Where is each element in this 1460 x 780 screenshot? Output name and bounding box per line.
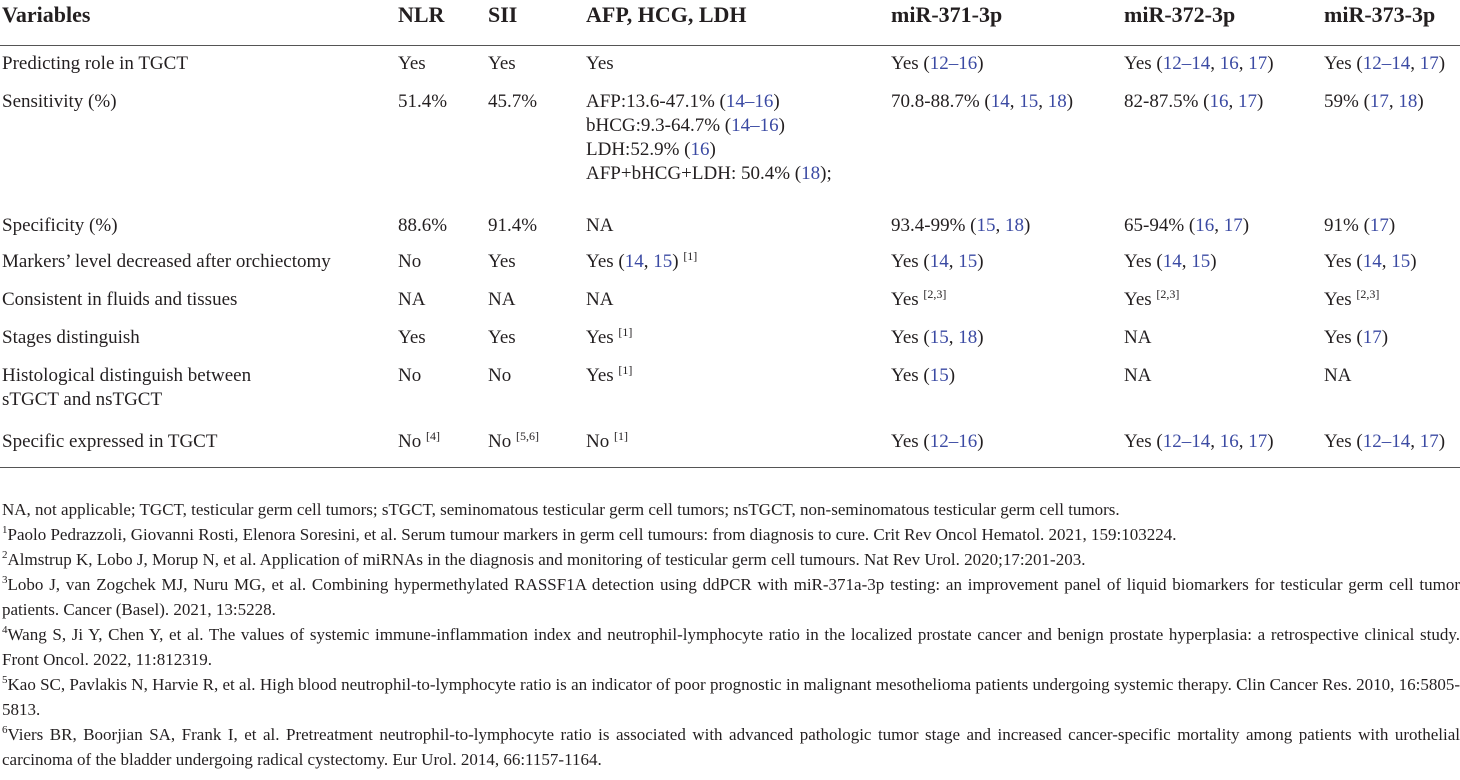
row-label-line: sTGCT and nsTGCT	[2, 388, 163, 410]
citation-link[interactable]: 15	[1391, 250, 1411, 272]
column-header: SII	[488, 2, 518, 27]
table-row	[0, 424, 1460, 468]
citation-link[interactable]: 14	[929, 250, 949, 272]
footnote	[2, 572, 1460, 622]
footnotes	[0, 497, 1460, 772]
footnote-ref: [1]	[683, 248, 698, 263]
citation-link[interactable]: 12–14	[1162, 430, 1211, 452]
afp-hcg-ldh-cell: Yes [1]	[586, 362, 633, 386]
footnote	[2, 622, 1460, 672]
nlr-cell: No	[398, 364, 422, 386]
mir-373-cell: Yes [2,3]	[1324, 286, 1380, 310]
footnote	[2, 497, 1460, 522]
mir-371-cell: Yes [2,3]	[891, 286, 947, 310]
footnote-number: 4	[2, 624, 8, 636]
citation-link[interactable]: 17	[1223, 214, 1243, 236]
citation-link[interactable]: 17	[1237, 90, 1257, 112]
nlr-cell: NA	[398, 288, 426, 310]
citation-link[interactable]: 15	[929, 326, 949, 348]
afp-hcg-ldh-cell	[586, 84, 891, 208]
sii-cell: 91.4%	[488, 214, 538, 236]
mir-372-cell: NA	[1124, 364, 1152, 386]
citation-link[interactable]: 15	[1019, 90, 1039, 112]
afp-hcg-ldh-cell: No [1]	[586, 428, 628, 452]
citation-link[interactable]: 17	[1248, 53, 1268, 74]
mir-373-cell: Yes (12–14, 17)	[1324, 53, 1446, 74]
row-label: Specificity (%)	[2, 214, 118, 236]
afp-hcg-ldh-cell: NA	[586, 288, 614, 310]
citation-link[interactable]: 15	[653, 250, 673, 272]
citation-link[interactable]: 18	[1047, 90, 1067, 112]
mir-371-cell: Yes (14, 15)	[891, 250, 984, 272]
sii-cell: NA	[488, 288, 516, 310]
footnote	[2, 522, 1460, 547]
cell-line: AFP+bHCG+LDH: 50.4% (18);	[586, 162, 832, 184]
footnote-number: 1	[2, 524, 8, 536]
citation-link[interactable]: 12–14	[1362, 53, 1411, 74]
row-label: Markers’ level decreased after orchiectomy	[2, 250, 331, 272]
column-header: Variables	[2, 2, 91, 27]
nlr-cell: Yes	[398, 326, 426, 348]
row-label	[0, 358, 398, 424]
table-row	[0, 208, 1460, 244]
footnote-ref: [2,3]	[1156, 286, 1180, 301]
mir-371-cell: Yes (12–16)	[891, 53, 984, 74]
mir-373-cell: 59% (17, 18)	[1324, 90, 1424, 112]
table-row	[0, 46, 1460, 84]
nlr-cell: No	[398, 250, 422, 272]
citation-link[interactable]: 14	[990, 90, 1010, 112]
mir-371-cell: Yes (12–16)	[891, 430, 984, 452]
citation-link[interactable]: 18	[1004, 214, 1024, 236]
column-header: miR-373-3p	[1324, 2, 1436, 27]
citation-link[interactable]: 14	[1162, 250, 1182, 272]
citation-link[interactable]: 16	[1209, 90, 1229, 112]
row-label: Sensitivity (%)	[2, 90, 117, 112]
citation-link[interactable]: 17	[1362, 326, 1382, 348]
cell-line: bHCG:9.3-64.7% (14–16)	[586, 114, 785, 136]
table-row	[0, 358, 1460, 424]
row-label: Predicting role in TGCT	[2, 53, 188, 74]
citation-link[interactable]: 18	[1398, 90, 1418, 112]
nlr-cell: 88.6%	[398, 214, 448, 236]
footnote-number: 6	[2, 724, 8, 736]
citation-link[interactable]: 17	[1369, 90, 1389, 112]
mir-372-cell: Yes [2,3]	[1124, 286, 1180, 310]
column-header: NLR	[398, 2, 445, 27]
mir-371-cell: 93.4-99% (15, 18)	[891, 214, 1031, 236]
sii-cell: Yes	[488, 250, 516, 272]
citation-link[interactable]: 18	[958, 326, 978, 348]
citation-link[interactable]: 12–14	[1362, 430, 1411, 452]
afp-hcg-ldh-cell: Yes [1]	[586, 324, 633, 348]
footnote	[2, 672, 1460, 722]
row-label: Stages distinguish	[2, 326, 140, 348]
mir-372-cell: 82-87.5% (16, 17)	[1124, 90, 1264, 112]
table-row	[0, 282, 1460, 320]
table-row	[0, 244, 1460, 282]
footnote-ref: [2,3]	[923, 286, 947, 301]
citation-link[interactable]: 15	[929, 364, 949, 386]
citation-link[interactable]: 14	[1362, 250, 1382, 272]
footnote-text: Kao SC, Pavlakis N, Harvie R, et al. High blood neutrophil-to-lymphocyte ratio is an indicator of poor prognostic in malignant mesothelioma patients undergoing systemic therapy. Clin Cancer Res. 2010, 16:5805-5813.	[2, 675, 1460, 719]
footnote-text: Paolo Pedrazzoli, Giovanni Rosti, Elenora Soresini, et al. Serum tumour markers in germ cell tumours: from diagnosis to cure. Crit Rev Oncol Hematol. 2021, 159:103224.	[7, 525, 1177, 544]
citation-link[interactable]: 16	[1195, 214, 1215, 236]
footnote-ref: [1]	[618, 362, 633, 377]
nlr-cell: Yes	[398, 53, 426, 74]
footnote-ref: [1]	[613, 428, 628, 443]
row-label-line: Histological distinguish between	[2, 364, 252, 386]
mir-373-cell: Yes (17)	[1324, 326, 1389, 348]
sii-cell: 45.7%	[488, 90, 538, 112]
mir-372-cell: Yes (12–14, 16, 17)	[1124, 53, 1274, 74]
mir-372-cell: 65-94% (16, 17)	[1124, 214, 1250, 236]
sii-cell: No	[488, 364, 512, 386]
citation-link[interactable]: 12–16	[929, 53, 978, 74]
mir-372-cell: NA	[1124, 326, 1152, 348]
citation-link[interactable]: 17	[1248, 430, 1268, 452]
citation-link[interactable]: 17	[1369, 214, 1389, 236]
mir-371-cell: Yes (15)	[891, 364, 956, 386]
nlr-cell: No [4]	[398, 428, 440, 452]
cell-line: AFP:13.6-47.1% (14–16)	[586, 90, 780, 112]
header-row	[0, 0, 1460, 46]
row-label: Specific expressed in TGCT	[2, 430, 218, 452]
cell-line: LDH:52.9% (16)	[586, 138, 716, 160]
citation-link[interactable]: 14	[624, 250, 644, 272]
afp-hcg-ldh-cell: Yes	[586, 53, 614, 74]
afp-hcg-ldh-cell: Yes (14, 15) [1]	[586, 248, 698, 272]
column-header: miR-372-3p	[1124, 2, 1236, 27]
footnote	[2, 547, 1460, 572]
footnote-text: Wang S, Ji Y, Chen Y, et al. The values of systemic immune-inflammation index and neutrophil-lymphocyte ratio in the localized prostate cancer and benign prostate hyperplasia: a retrospective clinical study. Front Oncol. 2022, 11:812319.	[2, 625, 1460, 669]
footnote-number: 2	[2, 549, 8, 561]
mir-372-cell: Yes (14, 15)	[1124, 250, 1217, 272]
citation-link[interactable]: 16	[1219, 430, 1239, 452]
footnote	[2, 722, 1460, 772]
footnote-ref: [4]	[425, 428, 440, 443]
footnote-text: Almstrup K, Lobo J, Morup N, et al. Application of miRNAs in the diagnosis and monitoring of testicular germ cell tumours. Nat Rev Urol. 2020;17:201-203.	[7, 550, 1086, 569]
mir-373-cell: 91% (17)	[1324, 214, 1396, 236]
footnote-ref: [1]	[618, 324, 633, 339]
citation-link[interactable]: 12–16	[929, 430, 978, 452]
citation-link[interactable]: 15	[958, 250, 978, 272]
citation-link[interactable]: 15	[976, 214, 996, 236]
footnote-text: Lobo J, van Zogchek MJ, Nuru MG, et al. Combining hypermethylated RASSF1A detection using ddPCR with miR-371a-3p testing: an improvement panel of liquid biomarkers for testicular germ cell tumor patients. Cancer (Basel). 2021, 13:5228.	[2, 575, 1460, 619]
citation-link[interactable]: 16	[690, 138, 710, 160]
table-body	[0, 46, 1460, 468]
citation-link[interactable]: 14–16	[731, 114, 779, 136]
nlr-cell: 51.4%	[398, 90, 448, 112]
citation-link[interactable]: 18	[801, 162, 821, 184]
citation-link[interactable]: 12–14	[1162, 53, 1211, 74]
citation-link[interactable]: 17	[1419, 430, 1439, 452]
afp-hcg-ldh-cell: NA	[586, 214, 614, 236]
citation-link[interactable]: 14–16	[725, 90, 774, 112]
mir-373-cell: NA	[1324, 364, 1352, 386]
row-label: Consistent in fluids and tissues	[2, 288, 238, 310]
column-header: AFP, HCG, LDH	[586, 2, 747, 27]
footnote-ref: [2,3]	[1356, 286, 1380, 301]
mir-371-cell: 70.8-88.7% (14, 15, 18)	[891, 90, 1074, 112]
column-header: miR-371-3p	[891, 2, 1003, 27]
citation-link[interactable]: 17	[1419, 53, 1439, 74]
mir-373-cell: Yes (14, 15)	[1324, 250, 1417, 272]
footnote-number: 3	[2, 574, 8, 586]
citation-link[interactable]: 16	[1219, 53, 1239, 74]
footnote-text: NA, not applicable; TGCT, testicular germ cell tumors; sTGCT, seminomatous testicular germ cell tumors; nsTGCT, non-seminomatous testicular germ cell tumors.	[2, 500, 1120, 519]
mir-373-cell: Yes (12–14, 17)	[1324, 430, 1446, 452]
table-row	[0, 84, 1460, 208]
footnote-ref: [5,6]	[515, 428, 539, 443]
mir-371-cell: Yes (15, 18)	[891, 326, 984, 348]
sii-cell: Yes	[488, 53, 516, 74]
mir-372-cell: Yes (12–14, 16, 17)	[1124, 430, 1274, 452]
citation-link[interactable]: 15	[1191, 250, 1211, 272]
sii-cell: Yes	[488, 326, 516, 348]
footnote-number: 5	[2, 674, 8, 686]
sii-cell: No [5,6]	[488, 428, 539, 452]
footnote-text: Viers BR, Boorjian SA, Frank I, et al. Pretreatment neutrophil-to-lymphocyte ratio is associated with advanced pathologic tumor stage and increased cancer-specific mortality among patients with urothelial carcinoma of the bladder undergoing radical cystectomy. Eur Urol. 2014, 66:1157-1164.	[2, 725, 1460, 769]
table-row	[0, 320, 1460, 358]
